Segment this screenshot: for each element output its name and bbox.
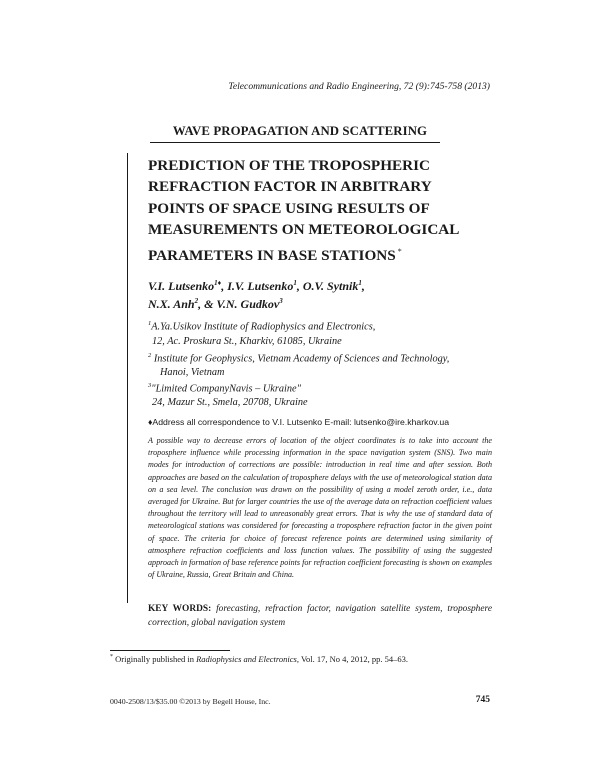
- author-name: I.V. Lutsenko: [227, 279, 294, 293]
- affiliation-1: $^1$A.Ya.Usikov Institute of Radiophysics and Electronics,: [148, 320, 376, 333]
- author-affil-mark: 1: [358, 279, 362, 287]
- author-affil-mark: 3: [279, 297, 283, 305]
- section-heading: WAVE PROPAGATION AND SCATTERING: [172, 124, 428, 138]
- keywords-text: forecasting, refraction factor, navigation satellite system, troposphere correction, global navigation system: [148, 604, 492, 628]
- affiliation-2: $^2$ Institute for Geophysics, Vietnam Academy of Sciences and Technology,: [148, 352, 450, 365]
- author-line: N.X. Anh$^2$, & V.N. Gudkov$^3$: [148, 297, 283, 311]
- title-line: REFRACTION FACTOR IN ARBITRARY: [148, 178, 432, 196]
- abstract: A possible way to decrease errors of location of the object coordinates is to take into account the troposphere influence while processing information in the space navigation system (SNS). Two main modes for introduction of corrections are possible: introduction in real time and after session. Both approaches are based on the calculation of troposphere delays with the use of meteorological station data on a sea level. The conclusion was drawn on the possibility of using a model zeroth order, i.e., data averaged for Ukraine. But for larger countries the use of the average data on refraction coefficient values throughout the territory will lead to unreasonably great errors. That is why the use of standard data of meteorological stations was considered for forecasting a troposphere refraction factor in the given point of space. The criteria for choice of forecast reference points are determined using similarity of atmosphere refraction coefficients and loss function values. The possibility of using the suggested approach in formation of base reference points for refraction coefficient forecasting is shown on examples of Ukraine, Russia, Great Britain and China.: [148, 436, 492, 580]
- page-number: 745: [475, 695, 490, 705]
- title-line: POINTS OF SPACE USING RESULTS OF: [148, 199, 430, 217]
- author-line: V.I. Lutsenko$^{1♦}$, I.V. Lutsenko$^1$, O.V. Sytnik$^1$,: [148, 279, 365, 293]
- title-line: PREDICTION OF THE TROPOSPHERIC: [148, 157, 430, 174]
- footnote: * Originally published in Radiophysics and Electronics, Vol. 17, No 4, 2012, pp. 54–63.: [110, 654, 408, 664]
- journal-citation: Telecommunications and Radio Engineering, 72 (9):745-758 (2013): [228, 81, 490, 92]
- author-name: V.N. Gudkov: [216, 297, 280, 311]
- author-affil-mark: 2: [194, 297, 199, 305]
- title-line: PARAMETERS IN BASE STATIONS *: [148, 246, 402, 264]
- section-divider: [150, 142, 440, 143]
- correspondence-note: ♦Address all correspondence to V.I. Lutsenko E-mail: lutsenko@ire.kharkov.ua: [148, 417, 450, 427]
- footnote-source: Radiophysics and Electronics: [196, 654, 297, 664]
- article-title: [148, 155, 468, 266]
- author-name: N.X. Anh: [148, 297, 195, 311]
- author-affil-mark: 1♦: [214, 279, 222, 287]
- title-footnote-mark: *: [397, 246, 402, 256]
- affiliation-3-address: 24, Mazur St., Smela, 20708, Ukraine: [152, 397, 308, 408]
- footnote-divider: [110, 650, 230, 651]
- affiliation-2-address: Hanoi, Vietnam: [160, 367, 225, 378]
- issn-copyright: 0040-2508/13/$35.00 ©2013 by Begell House, Inc.: [110, 697, 271, 706]
- keywords: [148, 602, 492, 630]
- title-line: MEASUREMENTS ON METEOROLOGICAL: [148, 221, 460, 239]
- author-affil-mark: 1: [293, 279, 297, 287]
- author-name: O.V. Sytnik: [302, 279, 359, 293]
- margin-rule: [127, 153, 128, 603]
- author-name: V.I. Lutsenko: [148, 279, 215, 293]
- affiliation-3: $^3$"Limited CompanyNavis – Ukraine": [148, 382, 301, 395]
- keywords-label: KEY WORDS:: [148, 604, 212, 614]
- affiliation-1-address: 12, Ac. Proskura St., Kharkiv, 61085, Ukraine: [152, 336, 342, 347]
